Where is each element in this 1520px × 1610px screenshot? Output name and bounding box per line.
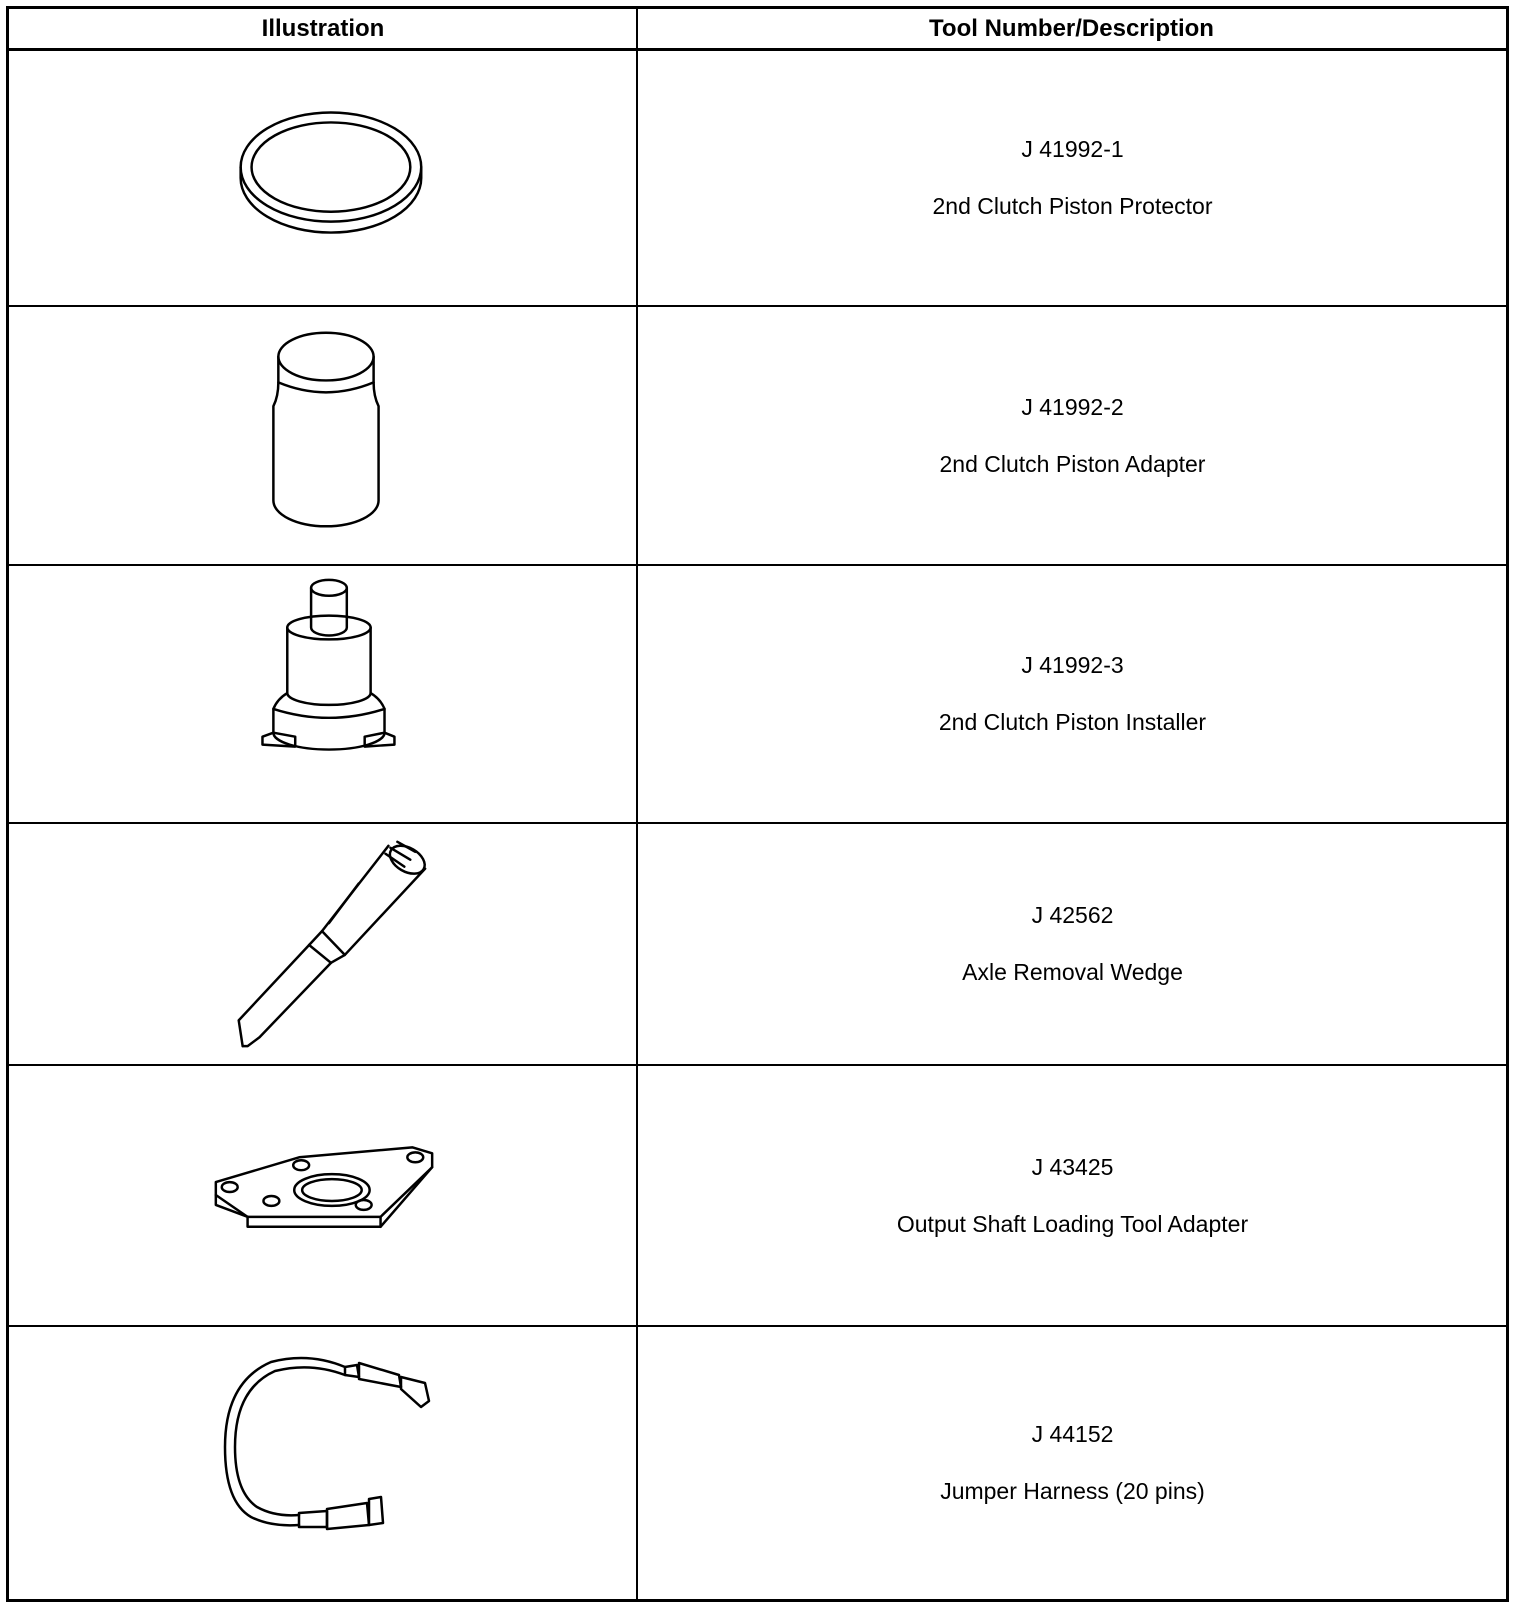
tool-number: J 42562 <box>1031 902 1114 928</box>
table-row <box>9 307 1506 566</box>
table-row <box>9 824 1506 1066</box>
table-row <box>9 566 1506 824</box>
description-cell <box>639 1327 1506 1599</box>
tool-number: J 43425 <box>1031 1153 1114 1180</box>
tool-description: 2nd Clutch Piston Installer <box>938 709 1207 735</box>
description-cell <box>639 566 1506 822</box>
illustration-cell <box>9 566 637 822</box>
tools-table <box>6 6 1509 1602</box>
header-illustration: Illustration <box>261 14 385 42</box>
illustration-cell <box>9 1327 637 1599</box>
tool-description: 2nd Clutch Piston Adapter <box>939 450 1206 477</box>
installer-icon <box>9 566 637 822</box>
illustration-cell <box>9 307 637 564</box>
tool-description: 2nd Clutch Piston Protector <box>932 193 1213 219</box>
tool-number: J 41992-1 <box>1021 136 1124 162</box>
header-tool-description: Tool Number/Description <box>929 14 1214 42</box>
cylinder-icon <box>9 307 637 564</box>
tool-number: J 44152 <box>1031 1421 1114 1447</box>
table-row <box>9 1327 1506 1599</box>
tool-number: J 41992-2 <box>1021 393 1124 420</box>
ring-icon <box>9 51 637 305</box>
plate-adapter-icon <box>9 1066 637 1325</box>
table-header <box>9 9 1506 51</box>
description-cell <box>639 824 1506 1064</box>
tool-description: Output Shaft Loading Tool Adapter <box>896 1210 1249 1237</box>
illustration-cell <box>9 51 637 305</box>
wedge-icon <box>9 824 637 1064</box>
description-cell <box>639 307 1506 564</box>
table-row <box>9 51 1506 307</box>
description-cell <box>639 51 1506 305</box>
harness-icon <box>9 1327 637 1599</box>
illustration-cell <box>9 1066 637 1325</box>
tool-description: Jumper Harness (20 pins) <box>940 1478 1205 1504</box>
tool-description: Axle Removal Wedge <box>962 959 1183 985</box>
illustration-cell <box>9 824 637 1064</box>
tool-number: J 41992-3 <box>1021 652 1124 678</box>
description-cell <box>639 1066 1506 1325</box>
table-row <box>9 1066 1506 1327</box>
